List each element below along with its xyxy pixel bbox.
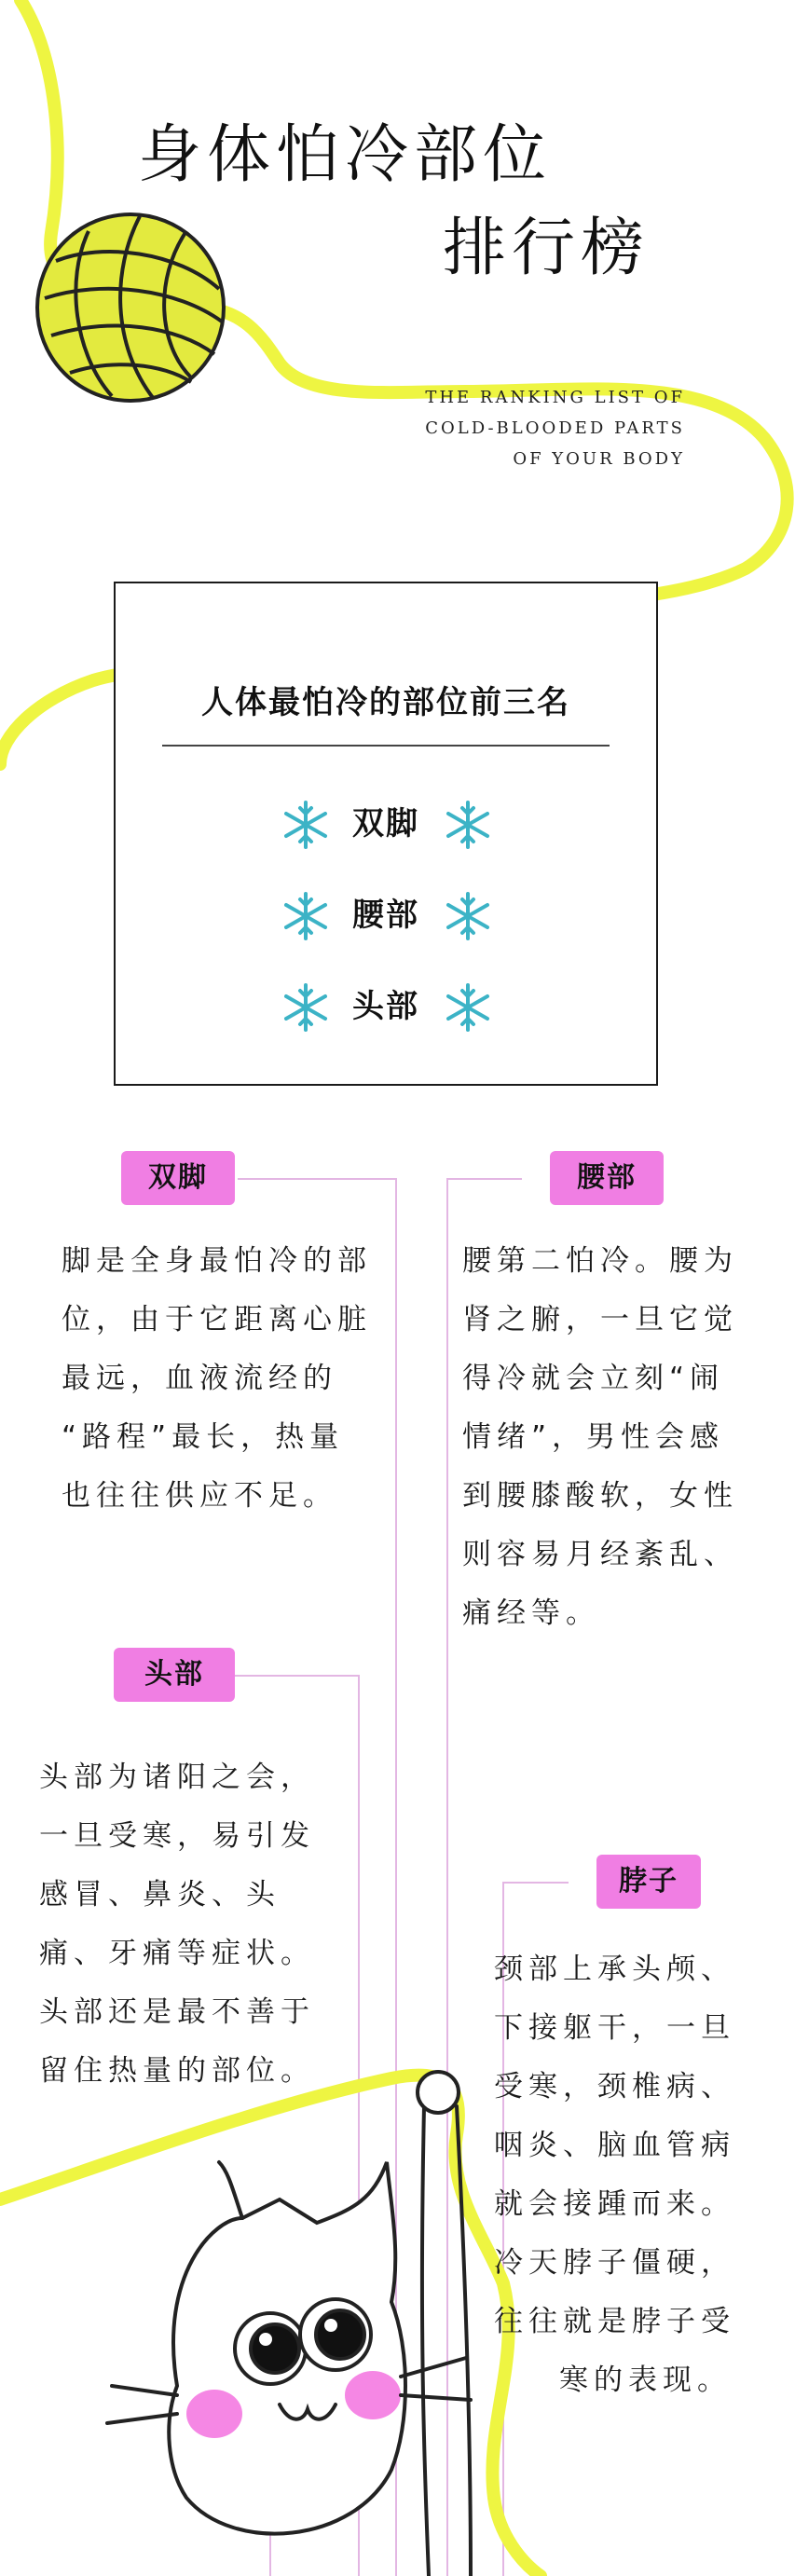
snowflake-icon (444, 983, 492, 1032)
waist-line: 得冷就会立刻“闹 (462, 1362, 725, 1395)
english-subtitle (425, 382, 685, 474)
head-line: 一旦受寒，易引发 (39, 1819, 315, 1853)
top3-divider (162, 745, 610, 747)
head-line: 痛、牙痛等症状。 (39, 1937, 315, 1970)
top3-item-1: 双脚 (352, 805, 419, 843)
waist-line: 到腰膝酸软，女性 (462, 1479, 738, 1513)
english-subtitle-line1: THE RANKING LIST OF (425, 388, 685, 407)
waist-line: 则容易月经紊乱、 (462, 1538, 738, 1571)
top3-item-2: 腰部 (352, 897, 419, 934)
snowflake-icon (281, 892, 330, 940)
feet-line: 脚是全身最怕冷的部 (62, 1244, 372, 1278)
neck-line: 往往就是脖子受 (494, 2305, 735, 2338)
tag-head: 头部 (114, 1648, 235, 1702)
english-subtitle-line3: OF YOUR BODY (513, 449, 685, 469)
snowflake-icon (444, 801, 492, 849)
feet-line: 最远，血液流经的 (62, 1362, 337, 1395)
neck-line: 颈部上承头颅、 (494, 1953, 735, 1986)
feet-line: 位，由于它距离心脏 (62, 1303, 372, 1336)
head-line: 感冒、鼻炎、头 (39, 1878, 281, 1911)
head-line: 头部为诸阳之会， (39, 1761, 315, 1794)
neck-line: 下接躯干，一旦 (494, 2011, 735, 2045)
top3-card (114, 582, 658, 1086)
feet-description (62, 1232, 397, 1526)
yarn-ball-icon (37, 214, 224, 401)
english-subtitle-line2: COLD-BLOODED PARTS (425, 418, 685, 438)
waist-line: 情绪”，男性会感 (462, 1420, 725, 1454)
neck-line: 就会接踵而来。 (494, 2187, 735, 2221)
waist-line: 腰第二怕冷。腰为 (462, 1244, 738, 1278)
top3-heading: 人体最怕冷的部位前三名 (201, 684, 570, 721)
waist-line: 痛经等。 (462, 1596, 600, 1630)
page-title-line2: 排行榜 (443, 212, 651, 285)
snowflake-icon (281, 983, 330, 1032)
neck-line: 咽炎、脑血管病 (494, 2129, 735, 2162)
head-description (39, 1748, 375, 2101)
top3-item-3: 头部 (352, 988, 419, 1025)
neck-description (494, 1940, 774, 2410)
tag-feet: 双脚 (121, 1151, 235, 1205)
neck-line: 冷天脖子僵硬， (494, 2246, 735, 2280)
snowflake-icon (281, 801, 330, 849)
head-line: 头部还是最不善于 (39, 1995, 315, 2029)
head-line: 留住热量的部位。 (39, 2054, 315, 2088)
neck-line: 寒的表现。 (559, 2364, 732, 2397)
page-title-line1: 身体怕冷部位 (138, 118, 553, 192)
feet-line: 也往往供应不足。 (62, 1479, 337, 1513)
neck-line: 受寒，颈椎病、 (494, 2070, 735, 2103)
snowflake-icon (444, 892, 492, 940)
feet-line: “路程”最长，热量 (62, 1420, 345, 1454)
waist-line: 肾之腑，一旦它觉 (462, 1303, 738, 1336)
waist-description (462, 1232, 770, 1643)
tag-neck: 脖子 (596, 1855, 701, 1909)
tag-waist: 腰部 (550, 1151, 664, 1205)
